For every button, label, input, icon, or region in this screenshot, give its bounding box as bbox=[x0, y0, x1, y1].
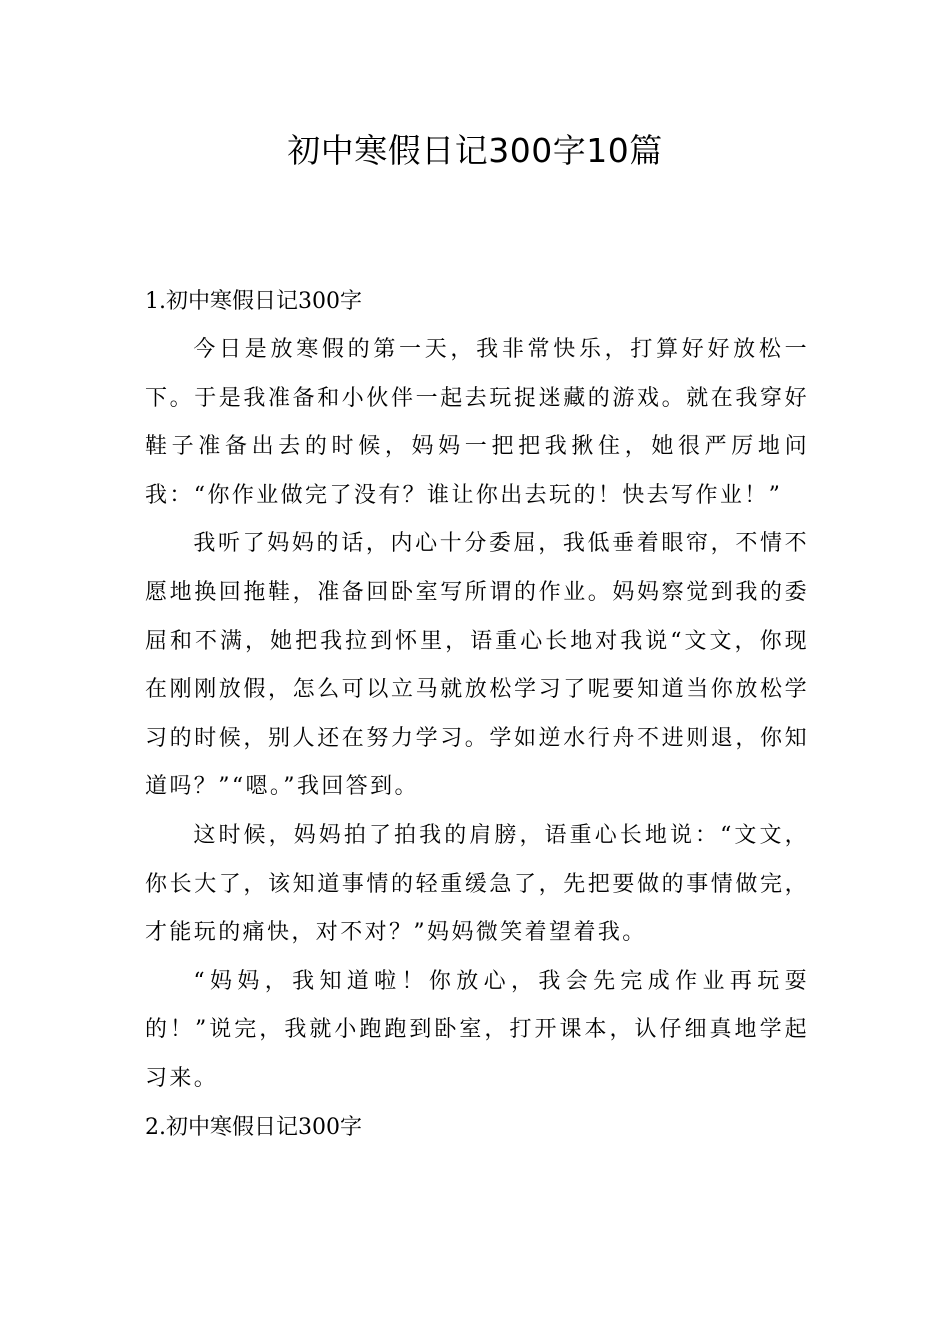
paragraph-3: 这时候，妈妈拍了拍我的肩膀，语重心长地说：“文文，你长大了，该知道事情的轻重缓急了，先把要做的事情做完，才能玩的痛快，对不对？”妈妈微笑着望着我。 bbox=[145, 822, 809, 946]
paragraph-2: 我听了妈妈的话，内心十分委屈，我低垂着眼帘，不情不愿地换回拖鞋，准备回卧室写所谓的作业。妈妈察觉到我的委屈和不满，她把我拉到怀里，语重心长地对我说“文文，你现在刚刚放假，怎么可以立马就放松学习了呢要知道当你放松学习的时候，别人还在努力学习。学如逆水行舟不进则退，你知道吗？”“嗯。”我回答到。 bbox=[145, 531, 809, 800]
paragraph-1: 今日是放寒假的第一天，我非常快乐，打算好好放松一下。于是我准备和小伙伴一起去玩捉迷藏的游戏。就在我穿好鞋子准备出去的时候，妈妈一把把我揪住，她很严厉地问我：“你作业做完了没有？谁让你出去玩的！快去写作业！” bbox=[145, 337, 809, 508]
section-heading-2: 2.初中寒假日记300字 bbox=[145, 1114, 362, 1140]
document-title: 初中寒假日记300字10篇 bbox=[287, 131, 663, 170]
section-heading-1: 1.初中寒假日记300字 bbox=[145, 289, 362, 314]
document-body bbox=[145, 278, 809, 1152]
paragraph-4: “妈妈，我知道啦！你放心，我会先完成作业再玩耍的！”说完，我就小跑跑到卧室，打开课本，认仔细真地学起习来。 bbox=[145, 968, 809, 1091]
